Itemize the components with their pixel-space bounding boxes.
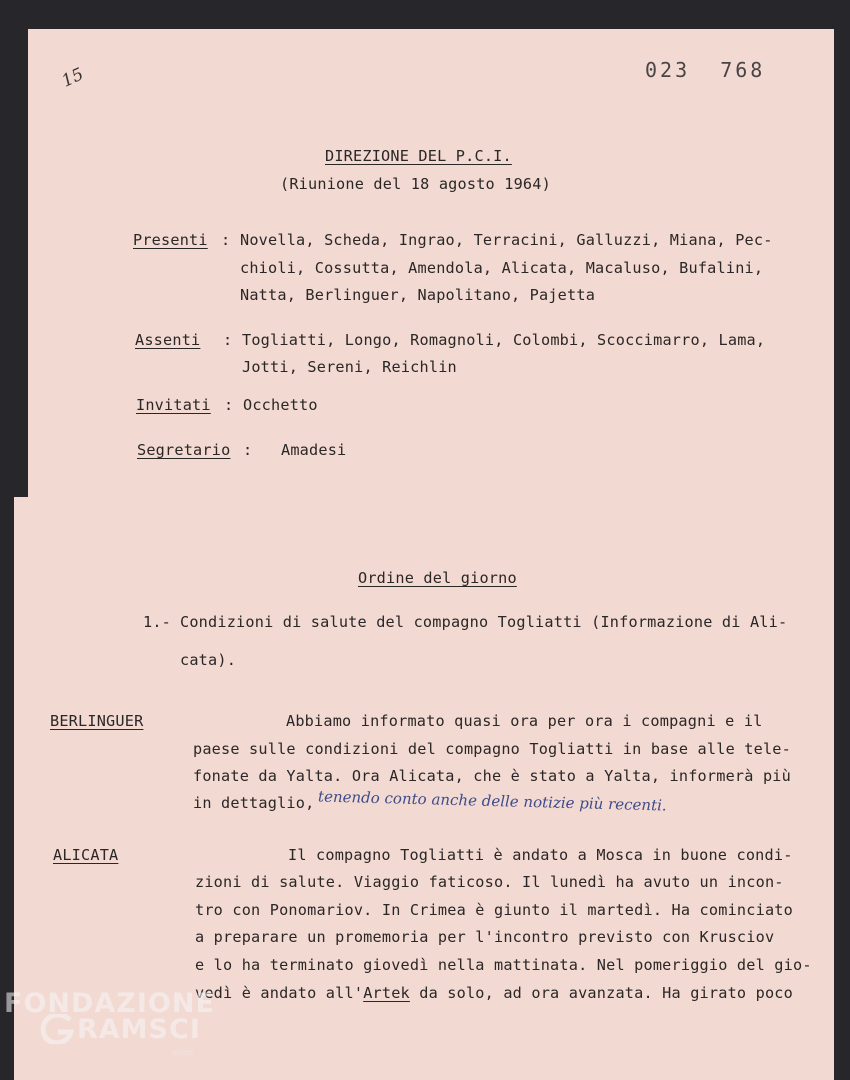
presenti-colon: : (221, 231, 231, 249)
assenti-colon: : (223, 331, 233, 349)
agenda-item-number: 1.- (143, 613, 172, 631)
segretario-colon: : (243, 441, 253, 459)
agenda-item-line: Condizioni di salute del compagno Togliatti (Informazione di Ali- (180, 613, 788, 631)
segretario-label: Segretario (137, 441, 231, 459)
speech-line: Il compagno Togliatti è andato a Mosca in buone condi- (288, 846, 793, 864)
document-subtitle: (Riunione del 18 agosto 1964) (280, 175, 551, 193)
handwritten-insertion: tenendo conto anche delle notizie più recenti. (317, 787, 667, 815)
speech-line: e lo ha terminato giovedì nella mattinata. Nel pomeriggio del gio- (195, 956, 812, 974)
archive-number: 023 768 (645, 58, 766, 82)
speaker-name: ALICATA (53, 846, 119, 864)
invitati-value: Occhetto (243, 396, 318, 414)
agenda-item-line: cata). (180, 651, 237, 669)
speech-line: paese sulle condizioni del compagno Togliatti in base alle tele- (193, 740, 791, 758)
invitati-label: Invitati (136, 396, 211, 414)
speech-text: da solo, ad ora avanzata. Ha girato poco (409, 984, 793, 1002)
agenda-heading: Ordine del giorno (358, 569, 517, 587)
invitati-colon: : (224, 396, 234, 414)
speech-line: a preparare un promemoria per l'incontro previsto con Krusciov (195, 928, 775, 946)
speech-line: tro con Ponomariov. In Crimea è giunto il martedì. Ha cominciato (195, 901, 793, 919)
presenti-line: Novella, Scheda, Ingrao, Terracini, Galluzzi, Miana, Pec- (240, 231, 773, 249)
document-title: DIREZIONE DEL P.C.I. (325, 147, 512, 165)
speaker-name: BERLINGUER (50, 712, 144, 730)
speech-text: vedì è andato all' (195, 984, 364, 1002)
logo-line-1: FONDAZIONE (4, 988, 215, 1019)
handwritten-page-mark: 15 (58, 64, 87, 92)
presenti-line: Natta, Berlinguer, Napolitano, Pajetta (240, 286, 596, 304)
logo-line-3: onlus (172, 1048, 194, 1057)
assenti-line: Togliatti, Longo, Romagnoli, Colombi, Scoccimarro, Lama, (242, 331, 766, 349)
speech-line: Abbiamo informato quasi ora per ora i compagni e il (286, 712, 763, 730)
assenti-line: Jotti, Sereni, Reichlin (242, 358, 457, 376)
presenti-line: chioli, Cossutta, Amendola, Alicata, Macaluso, Bufalini, (240, 259, 764, 277)
speech-line-with-underline (195, 984, 793, 1002)
speech-line: in dettaglio, (193, 794, 315, 812)
segretario-value: Amadesi (281, 441, 347, 459)
presenti-label: Presenti (133, 231, 208, 249)
fondazione-gramsci-logo (0, 988, 220, 1058)
assenti-label: Assenti (135, 331, 201, 349)
g-monogram-icon (40, 1014, 74, 1044)
underlined-place-name: Artek (363, 984, 410, 1002)
speech-line: zioni di salute. Viaggio faticoso. Il lunedì ha avuto un incon- (195, 873, 784, 891)
logo-line-2: RAMSCI (77, 1014, 201, 1045)
speech-line: fonate da Yalta. Ora Alicata, che è stato a Yalta, informerà più (193, 767, 791, 785)
